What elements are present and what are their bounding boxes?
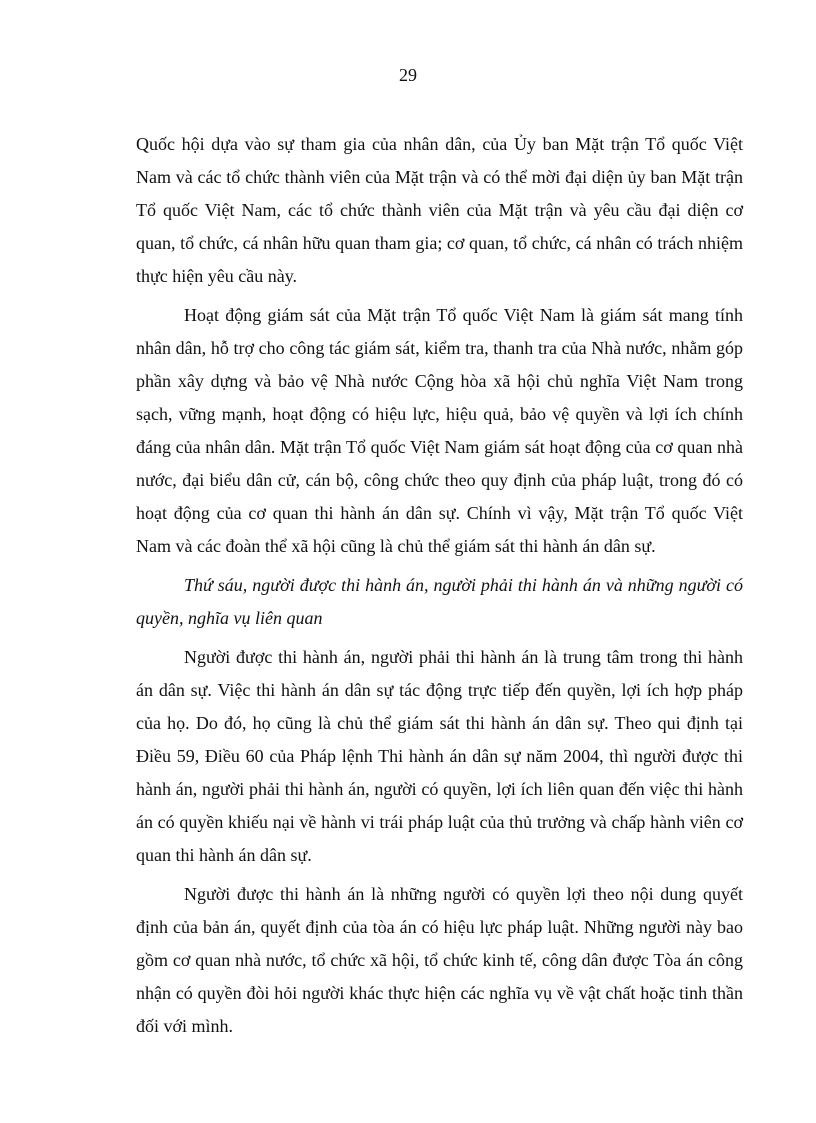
paragraph-2: Hoạt động giám sát của Mặt trận Tổ quốc Việt Nam là giám sát mang tính nhân dân, hỗ trợ cho công tác giám sát, kiểm tra, thanh tra của Nhà nước, nhằm góp phần xây dựng và bảo vệ Nhà nước Cộng hòa xã hội chủ nghĩa Việt Nam trong sạch, vững mạnh, hoạt động có hiệu lực, hiệu quả, bảo vệ quyền và lợi ích chính đáng của nhân dân. Mặt trận Tổ quốc Việt Nam giám sát hoạt động của cơ quan nhà nước, đại biểu dân cử, cán bộ, công chức theo quy định của pháp luật, trong đó có hoạt động của cơ quan thi hành án dân sự. Chính vì vậy, Mặt trận Tổ quốc Việt Nam và các đoàn thể xã hội cũng là chủ thể giám sát thi hành án dân sự.	[136, 305, 743, 556]
paragraph-1: Quốc hội dựa vào sự tham gia của nhân dân, của Ủy ban Mặt trận Tổ quốc Việt Nam và các tổ chức thành viên của Mặt trận và có thể mời đại diện ủy ban Mặt trận Tổ quốc Việt Nam, các tổ chức thành viên của Mặt trận và yêu cầu đại diện cơ quan, tổ chức, cá nhân hữu quan tham gia; cơ quan, tổ chức, cá nhân có trách nhiệm thực hiện yêu cầu này.	[136, 134, 743, 286]
document-body	[136, 128, 743, 1049]
paragraph-3: Người được thi hành án, người phải thi hành án là trung tâm trong thi hành án dân sự. Việc thi hành án dân sự tác động trực tiếp đến quyền, lợi ích hợp pháp của họ. Do đó, họ cũng là chủ thể giám sát thi hành án dân sự. Theo qui định tại Điều 59, Điều 60 của Pháp lệnh Thi hành án dân sự năm 2004, thì người được thi hành án, người phải thi hành án, người có quyền, lợi ích liên quan đến việc thi hành án có quyền khiếu nại về hành vi trái pháp luật của thủ trưởng và chấp hành viên cơ quan thi hành án dân sự.	[136, 647, 743, 865]
paragraph-4: Người được thi hành án là những người có quyền lợi theo nội dung quyết định của bản án, quyết định của tòa án có hiệu lực pháp luật. Những người này bao gồm cơ quan nhà nước, tổ chức xã hội, tổ chức kinh tế, công dân được Tòa án công nhận có quyền đòi hỏi người khác thực hiện các nghĩa vụ về vật chất hoặc tinh thần đối với mình.	[136, 884, 743, 1036]
page-number: 29	[399, 65, 417, 85]
section-heading: Thứ sáu, người được thi hành án, người phải thi hành án và những người có quyền, nghĩa vụ liên quan	[136, 575, 743, 628]
